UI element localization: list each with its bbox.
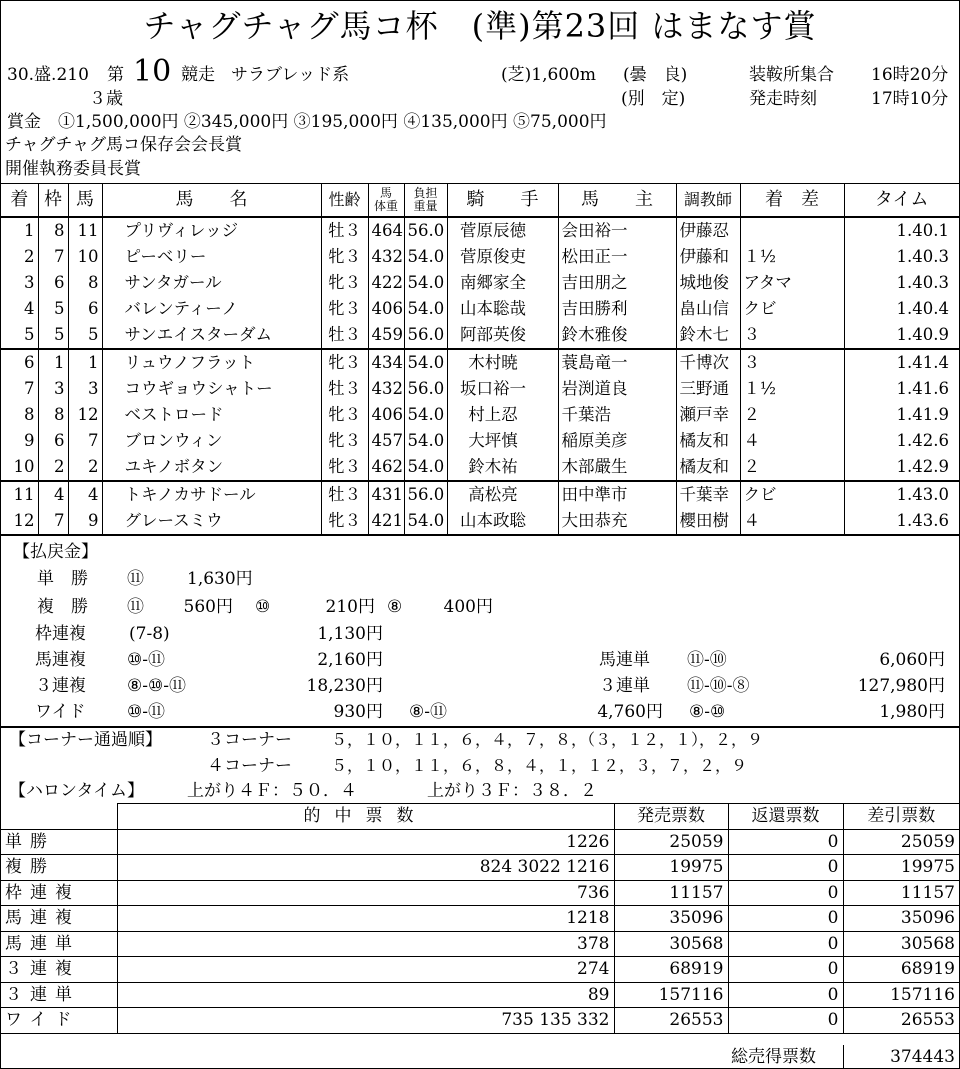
result-num: 8 — [68, 270, 102, 296]
result-rank: 11 — [1, 481, 38, 508]
result-load: 54.0 — [404, 244, 447, 270]
result-load: 56.0 — [404, 322, 447, 349]
result-weight: 432 — [368, 244, 404, 270]
result-margin: ４ — [740, 508, 844, 535]
col-margin: 着 差 — [740, 184, 844, 218]
result-jockey: 菅原俊吏 — [447, 244, 558, 270]
results-header-row — [1, 184, 959, 218]
result-rank: 9 — [24, 431, 35, 450]
result-bracket: 3 — [38, 376, 68, 402]
result-margin: クビ — [740, 481, 844, 508]
result-time: 1.42.9 — [844, 454, 959, 481]
results-table — [1, 183, 959, 536]
result-jockey: 山本政聡 — [447, 508, 558, 535]
place2-amount: 210円 — [325, 597, 375, 617]
result-weight: 422 — [368, 270, 404, 296]
result-num: 9 — [68, 508, 102, 535]
result-trainer: 伊藤和 — [676, 244, 740, 270]
result-rank: 7 — [24, 379, 35, 398]
umatan-comb: ⑪-⑩ — [687, 650, 727, 670]
corner3-order: ５，１０，１１，６，４，７，８，（３，１２，１），２，９ — [331, 730, 764, 749]
votes-label: ワイド — [1, 1008, 117, 1034]
result-time: 1.41.4 — [844, 349, 959, 376]
result-time: 1.40.4 — [844, 296, 959, 322]
umatan-label: 馬連単 — [599, 650, 650, 670]
result-num: 2 — [68, 454, 102, 481]
votes-col-refund: 返還票数 — [728, 804, 843, 830]
votes-refund: 0 — [728, 1008, 843, 1034]
result-weight: 434 — [368, 349, 404, 376]
result-trainer: 畠山信 — [676, 296, 740, 322]
votes-row — [1, 1008, 959, 1034]
race-prefix: 第 — [107, 65, 124, 85]
trio-amount: 18,230円 — [306, 676, 383, 696]
result-sexage: 牝３ — [321, 454, 368, 481]
result-name: ピーベリー — [102, 244, 321, 270]
result-owner: 岩渕道良 — [558, 376, 676, 402]
result-trainer: 三野通 — [676, 376, 740, 402]
result-margin: クビ — [740, 296, 844, 322]
result-row — [1, 322, 959, 349]
wide2-comb: ⑧-⑪ — [409, 702, 447, 722]
votes-col-sold: 発売票数 — [614, 804, 728, 830]
result-bracket: 4 — [38, 481, 68, 508]
result-margin: ３ — [740, 322, 844, 349]
result-rank: 1 — [1, 217, 38, 244]
result-time: 1.40.9 — [844, 322, 959, 349]
col-sex-age: 性齢 — [321, 184, 368, 218]
result-owner: 大田恭充 — [558, 508, 676, 535]
result-sexage: 牝３ — [321, 428, 368, 454]
result-sexage: 牡３ — [321, 322, 368, 349]
result-name: ベストロード — [102, 402, 321, 428]
result-owner: 松田正一 — [558, 244, 676, 270]
votes-row — [1, 855, 959, 881]
votes-hit: 378 — [117, 931, 614, 957]
wide3-amount: 1,980円 — [879, 702, 945, 722]
result-sexage: 牡３ — [321, 376, 368, 402]
prize-money: 賞金 ①1,500,000円 ②345,000円 ③195,000円 ④135,000円 ⑤75,000円 — [7, 112, 607, 132]
votes-refund: 0 — [728, 880, 843, 906]
votes-sold: 26553 — [614, 1008, 728, 1034]
votes-table — [1, 803, 959, 1034]
result-jockey: 鈴木祐 — [447, 454, 558, 481]
votes-hit: 735 135 332 — [117, 1008, 614, 1034]
result-trainer: 千博次 — [676, 349, 740, 376]
col-jockey: 騎 手 — [447, 184, 558, 218]
place-label: 複 勝 — [37, 597, 88, 617]
result-load: 56.0 — [404, 376, 447, 402]
result-row — [1, 376, 959, 402]
result-weight: 459 — [368, 322, 404, 349]
result-row — [1, 402, 959, 428]
votes-label: 枠連複 — [1, 880, 117, 906]
votes-hit: 824 3022 1216 — [117, 855, 614, 881]
votes-refund: 0 — [728, 931, 843, 957]
result-owner: 会田裕一 — [558, 217, 676, 244]
result-load: 54.0 — [404, 428, 447, 454]
votes-net: 11157 — [843, 880, 959, 906]
award-1: チャグチャグ馬コ保存会会長賞 — [5, 135, 242, 155]
race-number: 10 — [133, 54, 172, 89]
result-load: 56.0 — [404, 217, 447, 244]
result-time: 1.41.6 — [844, 376, 959, 402]
result-margin: ４ — [740, 428, 844, 454]
votes-corner — [1, 804, 117, 830]
place3-amount: 400円 — [443, 597, 493, 617]
result-num: 5 — [68, 322, 102, 349]
votes-sold: 68919 — [614, 957, 728, 983]
win-label: 単 勝 — [37, 569, 88, 589]
result-trainer: 鈴木七 — [676, 322, 740, 349]
col-horse-number: 馬 — [68, 184, 102, 218]
umaren-label: 馬連複 — [35, 650, 86, 670]
result-weight: 406 — [368, 296, 404, 322]
votes-sold: 35096 — [614, 906, 728, 932]
votes-refund: 0 — [728, 957, 843, 983]
result-trainer: 千葉幸 — [676, 481, 740, 508]
result-bracket: 8 — [38, 402, 68, 428]
votes-sold: 19975 — [614, 855, 728, 881]
result-rank: 5 — [24, 325, 35, 344]
weather-track: (曇 良) — [623, 65, 688, 85]
win-amount: 1,630円 — [187, 569, 253, 589]
result-weight: 406 — [368, 402, 404, 428]
wide1-amount: 930円 — [333, 702, 383, 722]
result-jockey: 村上忍 — [447, 402, 558, 428]
votes-row — [1, 829, 959, 855]
corner4-label: ４コーナー — [207, 756, 292, 776]
result-name: リュウノフラット — [102, 349, 321, 376]
place2-comb: ⑩ — [255, 597, 271, 617]
votes-refund: 0 — [728, 906, 843, 932]
result-num: 6 — [68, 296, 102, 322]
win-comb: ⑪ — [127, 569, 144, 589]
votes-net: 25059 — [843, 829, 959, 855]
result-weight: 462 — [368, 454, 404, 481]
result-load: 54.0 — [404, 508, 447, 535]
result-load: 54.0 — [404, 296, 447, 322]
umaren-amount: 2,160円 — [317, 650, 383, 670]
result-sexage: 牝３ — [321, 508, 368, 535]
result-load: 54.0 — [404, 402, 447, 428]
votes-net: 19975 — [843, 855, 959, 881]
col-trainer: 調教師 — [676, 184, 740, 218]
votes-sold: 157116 — [614, 982, 728, 1008]
result-sexage: 牝３ — [321, 270, 368, 296]
votes-row — [1, 880, 959, 906]
result-time: 1.40.3 — [844, 244, 959, 270]
halon-heading: 【ハロンタイム】 — [9, 781, 144, 801]
result-row — [1, 217, 959, 244]
result-rank: 3 — [24, 273, 35, 292]
votes-refund: 0 — [728, 982, 843, 1008]
result-weight: 432 — [368, 376, 404, 402]
result-row — [1, 244, 959, 270]
total-votes-label: 総売得票数 — [731, 1047, 816, 1067]
result-bracket: 5 — [38, 296, 68, 322]
result-bracket: 6 — [38, 270, 68, 296]
result-row — [1, 508, 959, 535]
result-trainer: 櫻田樹 — [676, 508, 740, 535]
last-4f: 上がり４Ｆ：５０．４ — [187, 781, 357, 801]
result-rank: 12 — [1, 508, 38, 535]
result-time: 1.40.1 — [844, 217, 959, 244]
result-owner: 田中準市 — [558, 481, 676, 508]
last-3f: 上がり３Ｆ：３８．２ — [427, 781, 597, 801]
result-weight: 431 — [368, 481, 404, 508]
votes-row — [1, 931, 959, 957]
result-weight: 421 — [368, 508, 404, 535]
race-title: チャグチャグ馬コ杯 (準)第23回 はまなす賞 — [143, 7, 817, 45]
result-sexage: 牡３ — [321, 481, 368, 508]
result-jockey: 木村暁 — [447, 349, 558, 376]
votes-row — [1, 982, 959, 1008]
votes-label: ３連複 — [1, 957, 117, 983]
result-num: 3 — [68, 376, 102, 402]
trio-label: ３連複 — [35, 676, 86, 696]
votes-col-hit: 的中票数 — [117, 804, 614, 830]
result-num: 7 — [68, 428, 102, 454]
payout-heading: 【払戻金】 — [13, 542, 98, 562]
result-jockey: 菅原辰徳 — [447, 217, 558, 244]
assembly-time: 16時20分 — [871, 65, 949, 85]
result-load: 54.0 — [404, 349, 447, 376]
result-row — [1, 296, 959, 322]
result-row — [1, 349, 959, 376]
result-bracket: 8 — [38, 217, 68, 244]
col-horse-name: 馬 名 — [102, 184, 321, 218]
votes-col-net: 差引票数 — [843, 804, 959, 830]
result-bracket: 6 — [38, 428, 68, 454]
wakuren-label: 枠連複 — [35, 624, 86, 644]
result-load: 54.0 — [404, 454, 447, 481]
votes-net: 68919 — [843, 957, 959, 983]
result-sexage: 牝３ — [321, 296, 368, 322]
wakuren-amount: 1,130円 — [317, 624, 383, 644]
result-weight: 457 — [368, 428, 404, 454]
result-name: ブロンウィン — [102, 428, 321, 454]
result-owner: 稲原美彦 — [558, 428, 676, 454]
award-2: 開催執務委員長賞 — [5, 159, 141, 179]
result-num: 4 — [68, 481, 102, 508]
result-row — [1, 454, 959, 481]
umatan-amount: 6,060円 — [879, 650, 945, 670]
course: (芝)1,600m — [501, 65, 597, 85]
result-jockey: 坂口裕一 — [447, 376, 558, 402]
result-margin: ３ — [740, 349, 844, 376]
wakuren-comb: (7-8) — [129, 624, 170, 644]
result-sexage: 牝３ — [321, 244, 368, 270]
results-body — [1, 217, 959, 535]
result-owner: 吉田勝利 — [558, 296, 676, 322]
result-margin: アタマ — [740, 270, 844, 296]
result-name: バレンティーノ — [102, 296, 321, 322]
race-suffix: 競走 — [181, 65, 215, 85]
result-owner: 鈴木雅俊 — [558, 322, 676, 349]
result-margin: ２ — [740, 454, 844, 481]
result-bracket: 7 — [38, 244, 68, 270]
col-rank: 着 — [1, 184, 38, 218]
result-row — [1, 428, 959, 454]
total-votes-value: 374443 — [843, 1045, 955, 1069]
result-jockey: 大坪慎 — [447, 428, 558, 454]
col-owner: 馬 主 — [558, 184, 676, 218]
result-trainer: 橘友和 — [676, 428, 740, 454]
wide-label: ワイド — [35, 702, 86, 722]
result-rank: 10 — [13, 457, 35, 476]
votes-hit: 736 — [117, 880, 614, 906]
result-num: 1 — [68, 349, 102, 376]
result-jockey: 高松亮 — [447, 481, 558, 508]
wide3-comb: ⑧-⑩ — [689, 702, 726, 722]
votes-hit: 1226 — [117, 829, 614, 855]
trifecta-label: ３連単 — [599, 676, 650, 696]
col-load: 負担 重量 — [404, 184, 447, 218]
result-name: サンエイスターダム — [102, 322, 321, 349]
votes-hit: 1218 — [117, 906, 614, 932]
result-bracket: 2 — [38, 454, 68, 481]
trifecta-amount: 127,980円 — [857, 676, 945, 696]
result-margin: ２ — [740, 402, 844, 428]
votes-hit: 274 — [117, 957, 614, 983]
result-time: 1.40.3 — [844, 270, 959, 296]
votes-label: 馬連複 — [1, 906, 117, 932]
result-jockey: 山本聡哉 — [447, 296, 558, 322]
result-name: プリヴィレッジ — [102, 217, 321, 244]
result-jockey: 南郷家全 — [447, 270, 558, 296]
votes-label: 複勝 — [1, 855, 117, 881]
corner3-label: ３コーナー — [207, 730, 292, 750]
result-trainer: 伊藤忍 — [676, 217, 740, 244]
result-name: ユキノボタン — [102, 454, 321, 481]
result-name: グレースミウ — [102, 508, 321, 535]
votes-sold: 11157 — [614, 880, 728, 906]
votes-net: 157116 — [843, 982, 959, 1008]
place1-comb: ⑪ — [127, 597, 144, 617]
corner-heading: 【コーナー通過順】 — [9, 730, 162, 750]
result-name: トキノカサドール — [102, 481, 321, 508]
date-track: 30.盛.210 — [7, 65, 89, 85]
col-bracket: 枠 — [38, 184, 68, 218]
result-num: 12 — [68, 402, 102, 428]
result-load: 56.0 — [404, 481, 447, 508]
result-load: 54.0 — [404, 270, 447, 296]
result-rank: 2 — [24, 247, 35, 266]
result-name: コウギョウシャトー — [102, 376, 321, 402]
result-bracket: 5 — [38, 322, 68, 349]
votes-label: ３連単 — [1, 982, 117, 1008]
result-bracket: 1 — [38, 349, 68, 376]
result-time: 1.43.6 — [844, 508, 959, 535]
col-time: タイム — [844, 184, 959, 218]
result-rank: 8 — [24, 405, 35, 424]
votes-net: 30568 — [843, 931, 959, 957]
corner4-order: ５，１０，１１，６，８，４，１，１２，３，７，２，９ — [331, 756, 748, 775]
result-jockey: 阿部英俊 — [447, 322, 558, 349]
result-sexage: 牝３ — [321, 402, 368, 428]
result-owner: 吉田朋之 — [558, 270, 676, 296]
payout-divider — [1, 726, 959, 728]
votes-hit: 89 — [117, 982, 614, 1008]
votes-sold: 25059 — [614, 829, 728, 855]
result-sexage: 牝３ — [321, 349, 368, 376]
result-rank: 6 — [1, 349, 38, 376]
votes-label: 単勝 — [1, 829, 117, 855]
result-sexage: 牡３ — [321, 217, 368, 244]
result-num: 11 — [68, 217, 102, 244]
wide1-comb: ⑩-⑪ — [127, 702, 165, 722]
votes-label: 馬連単 — [1, 931, 117, 957]
votes-row — [1, 957, 959, 983]
votes-net: 26553 — [843, 1008, 959, 1034]
votes-refund: 0 — [728, 855, 843, 881]
result-bracket: 7 — [38, 508, 68, 535]
result-trainer: 城地俊 — [676, 270, 740, 296]
votes-refund: 0 — [728, 829, 843, 855]
place3-comb: ⑧ — [387, 597, 403, 617]
votes-header-row — [1, 804, 959, 830]
result-row — [1, 270, 959, 296]
result-trainer: 橘友和 — [676, 454, 740, 481]
votes-body — [1, 829, 959, 1033]
result-owner: 木部嚴生 — [558, 454, 676, 481]
votes-sold: 30568 — [614, 931, 728, 957]
result-time: 1.41.9 — [844, 402, 959, 428]
result-num: 10 — [68, 244, 102, 270]
age-class: ３歳 — [89, 89, 123, 109]
result-margin: １½ — [740, 244, 844, 270]
wide2-amount: 4,760円 — [597, 702, 663, 722]
weight-condition: (別 定) — [621, 89, 686, 109]
trio-comb: ⑧-⑩-⑪ — [127, 676, 186, 696]
assembly-label: 装鞍所集合 — [749, 65, 834, 85]
result-trainer: 瀬戸幸 — [676, 402, 740, 428]
trifecta-comb: ⑪-⑩-⑧ — [687, 676, 750, 696]
result-margin — [740, 217, 844, 244]
votes-net: 35096 — [843, 906, 959, 932]
result-margin: １½ — [740, 376, 844, 402]
result-weight: 464 — [368, 217, 404, 244]
start-label: 発走時刻 — [749, 89, 817, 109]
umaren-comb: ⑩-⑪ — [127, 650, 165, 670]
votes-row — [1, 906, 959, 932]
result-owner: 蓑島竜一 — [558, 349, 676, 376]
result-owner: 千葉浩 — [558, 402, 676, 428]
result-time: 1.43.0 — [844, 481, 959, 508]
result-rank: 4 — [24, 299, 35, 318]
place1-amount: 560円 — [183, 597, 233, 617]
result-time: 1.42.6 — [844, 428, 959, 454]
col-weight: 馬 体重 — [368, 184, 404, 218]
breed: サラブレッド系 — [231, 65, 350, 85]
result-row — [1, 481, 959, 508]
result-name: サンタガール — [102, 270, 321, 296]
start-time: 17時10分 — [871, 89, 949, 109]
